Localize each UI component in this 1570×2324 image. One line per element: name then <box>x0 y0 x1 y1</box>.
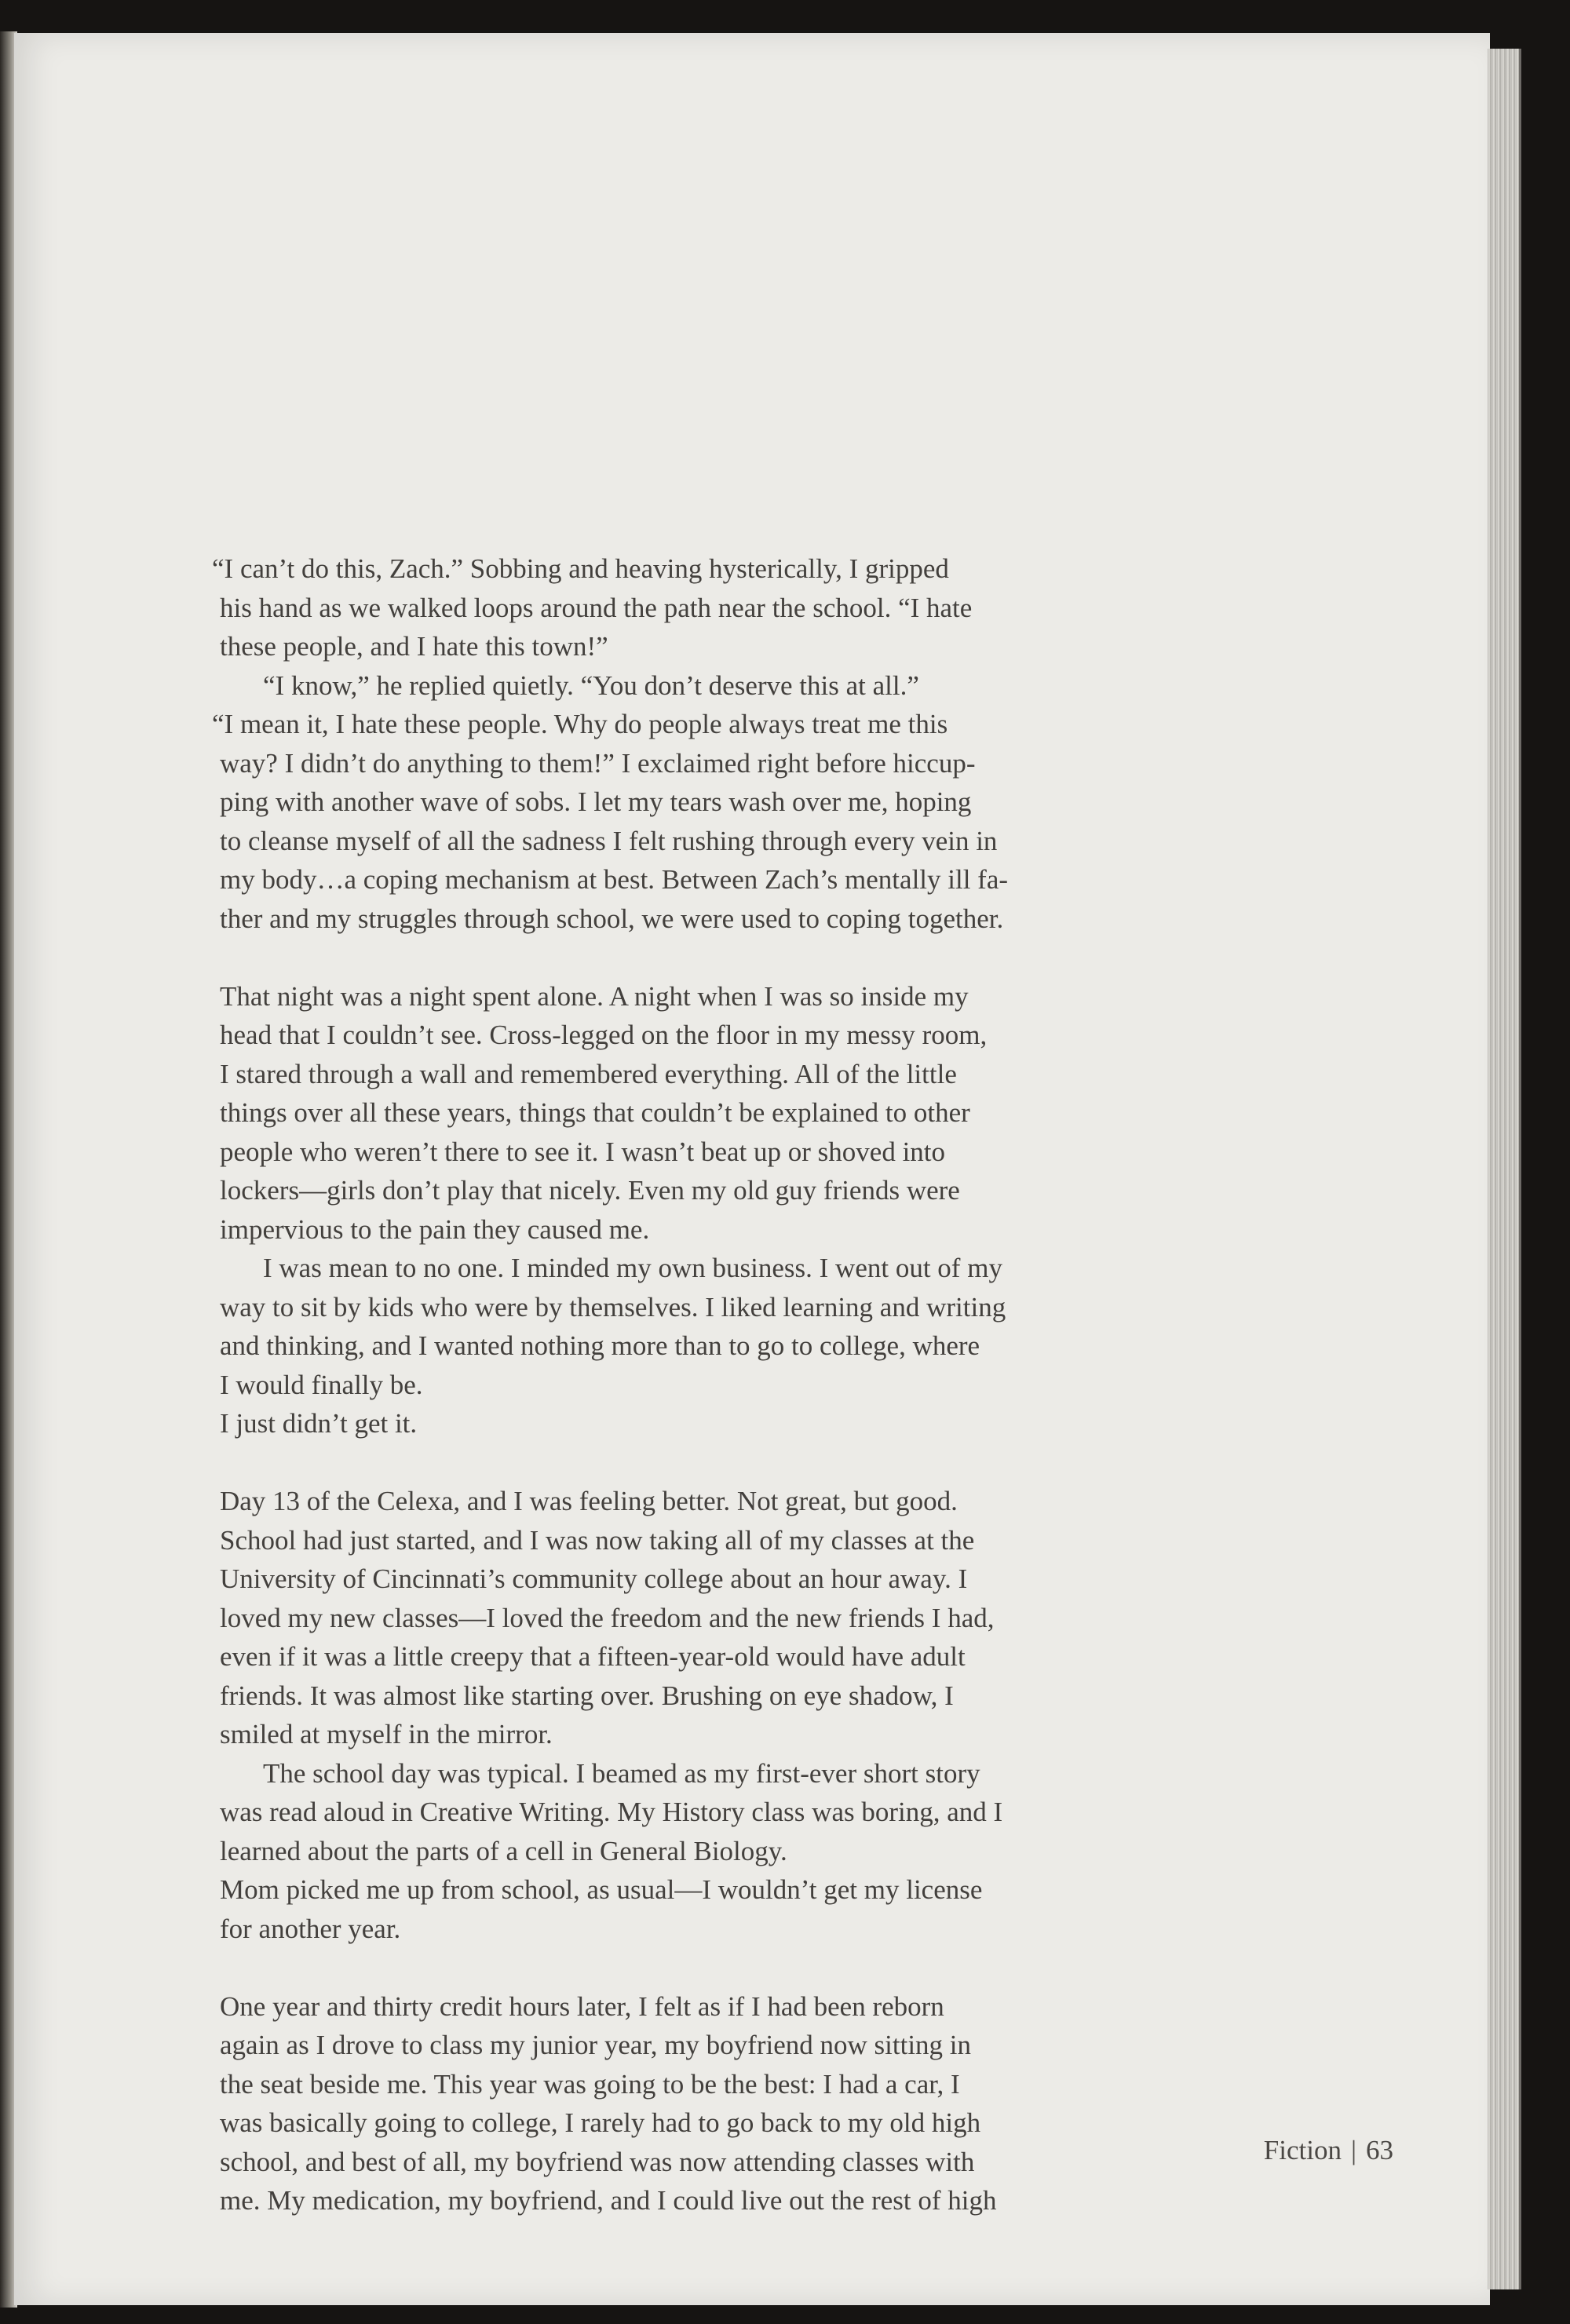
section-label: Fiction <box>1263 2135 1342 2165</box>
text-line: the seat beside me. This year was going to be the best: I had a car, I <box>220 2068 960 2100</box>
text-line: “I can’t do this, Zach.” Sobbing and heaving hysterically, I gripped <box>212 553 949 584</box>
text-line: “I know,” he replied quietly. “You don’t deserve this at all.” <box>263 669 919 701</box>
text-line: I was mean to no one. I minded my own business. I went out of my <box>263 1253 1002 1283</box>
text-line: friends. It was almost like starting over. Brushing on eye shadow, I <box>220 1680 954 1711</box>
text-line: way to sit by kids who were by themselves. I liked learning and writing <box>220 1291 1006 1323</box>
text-line: and thinking, and I wanted nothing more than to go to college, where <box>220 1330 980 1361</box>
text-line: things over all these years, things that couldn’t be explained to other <box>220 1097 970 1128</box>
text-line: I just didn’t get it. <box>220 1408 418 1439</box>
text-line: again as I drove to class my junior year, my boyfriend now sitting in <box>220 2030 972 2060</box>
section-break <box>220 1948 1264 1987</box>
text-line: was read aloud in Creative Writing. My History class was boring, and I <box>220 1797 1003 1827</box>
text-line: I stared through a wall and remembered everything. All of the little <box>220 1058 957 1089</box>
text-line: was basically going to college, I rarely had to go back to my old high <box>220 2107 981 2138</box>
text-line: people who weren’t there to see it. I wasn’t beat up or shoved into <box>220 1136 946 1167</box>
story-text <box>212 549 1264 2220</box>
section-break <box>220 938 1264 977</box>
page-number: 63 <box>1366 2135 1393 2165</box>
text-line: my body…a coping mechanism at best. Between Zach’s mentally ill fa- <box>220 864 1009 895</box>
text-line: ping with another wave of sobs. I let my tears wash over me, hoping <box>220 786 972 817</box>
text-line: school, and best of all, my boyfriend was now attending classes with <box>220 2146 975 2177</box>
footer-separator: | <box>1350 2135 1356 2165</box>
text-line: me. My medication, my boyfriend, and I could live out the rest of high <box>220 2185 997 2216</box>
text-line: lockers—girls don’t play that nicely. Even my old guy friends were <box>220 1175 960 1206</box>
text-line: even if it was a little creepy that a fifteen-year-old would have adult <box>220 1641 966 1672</box>
text-line: I would finally be. <box>220 1369 423 1400</box>
text-line: loved my new classes—I loved the freedom and the new friends I had, <box>220 1602 995 1633</box>
text-line: way? I didn’t do anything to them!” I exclaimed right before hiccup- <box>220 747 976 779</box>
text-line: School had just started, and I was now taking all of my classes at the <box>220 1524 975 1556</box>
text-line: One year and thirty credit hours later, I felt as if I had been reborn <box>220 1990 944 2022</box>
text-line: ther and my struggles through school, we were used to coping together. <box>220 903 1004 934</box>
text-line: smiled at myself in the mirror. <box>220 1719 553 1749</box>
text-line: these people, and I hate this town!” <box>220 631 608 662</box>
text-line: Mom picked me up from school, as usual—I wouldn’t get my license <box>220 1874 983 1905</box>
text-line: to cleanse myself of all the sadness I felt rushing through every vein in <box>220 825 998 856</box>
text-line: his hand as we walked loops around the path near the school. “I hate <box>220 592 973 623</box>
text-line: University of Cincinnati’s community college about an hour away. I <box>220 1563 968 1594</box>
text-line: “I mean it, I hate these people. Why do people always treat me this <box>212 709 948 739</box>
text-line: impervious to the pain they caused me. <box>220 1213 650 1245</box>
text-line: The school day was typical. I beamed as my first-ever short story <box>263 1757 980 1789</box>
text-line: for another year. <box>220 1913 401 1944</box>
page-footer <box>1264 2135 1393 2166</box>
text-line: head that I couldn’t see. Cross-legged on the floor in my messy room, <box>220 1020 988 1050</box>
text-line: That night was a night spent alone. A night when I was so inside my <box>220 980 969 1012</box>
text-line: Day 13 of the Celexa, and I was feeling better. Not great, but good. <box>220 1486 958 1516</box>
text-line: learned about the parts of a cell in General Biology. <box>220 1835 787 1866</box>
section-break <box>220 1443 1264 1483</box>
page-stack-edge <box>1488 49 1521 2289</box>
